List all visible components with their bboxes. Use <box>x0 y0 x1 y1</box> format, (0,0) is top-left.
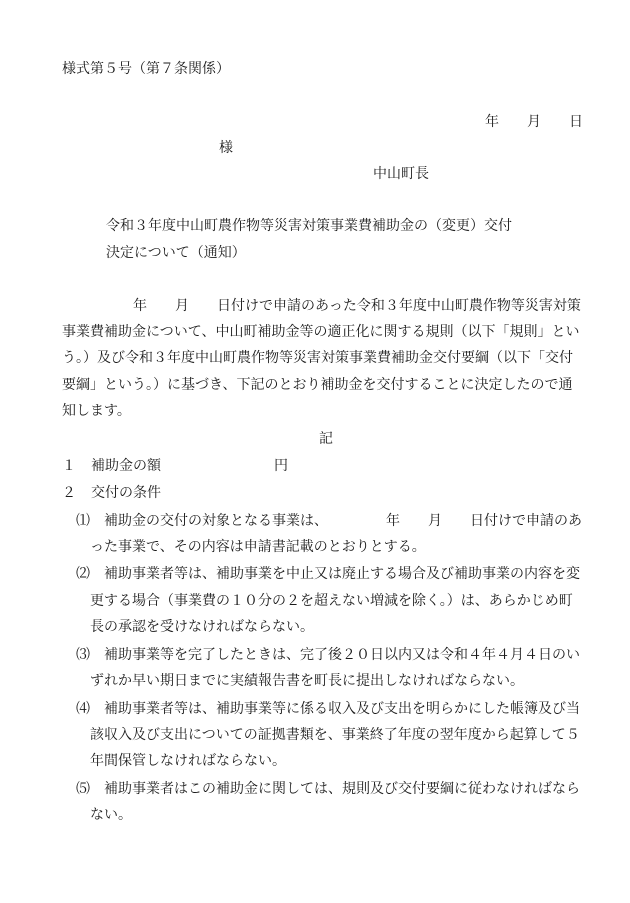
title-line-2: 決定について（通知） <box>106 245 246 261</box>
body-month: 月 <box>175 298 189 314</box>
item-1-label: 補助金の額 <box>91 458 161 474</box>
condition-2-number: ⑵ <box>76 566 90 582</box>
addressee-suffix: 様 <box>219 140 233 156</box>
body-line-5: 知します。 <box>62 403 131 419</box>
body-line-4: 要綱」という。）に基づき、下記のとおり補助金を交付することに決定したので通 <box>62 377 573 393</box>
condition-1-line-1a: 補助金の交付の対象となる事業は、 <box>104 513 328 529</box>
condition-5-line-2: ない。 <box>90 807 132 823</box>
form-number: 様式第５号（第７条関係） <box>62 61 230 77</box>
ki-heading: 記 <box>319 431 333 447</box>
title-line-1: 令和３年度中山町農作物等災害対策事業費補助金の（変更）交付 <box>106 218 512 234</box>
condition-5-line-1: 補助事業者はこの補助金に関しては、規則及び交付要綱に従わなければなら <box>104 781 580 797</box>
condition-3-number: ⑶ <box>76 647 90 663</box>
condition-1-line-2: った事業で、その内容は申請書記載のとおりとする。 <box>90 539 426 555</box>
condition-5-number: ⑸ <box>76 781 90 797</box>
condition-4-number: ⑷ <box>76 701 90 717</box>
sender-name: 中山町長 <box>373 166 429 182</box>
item-1-unit: 円 <box>274 458 288 474</box>
condition-1-line-1b: 日付けで申請のあ <box>470 513 582 529</box>
item-2-label: 交付の条件 <box>91 485 161 501</box>
condition-4-line-3: 年間保管しなければならない。 <box>90 753 286 769</box>
body-year: 年 <box>133 298 147 314</box>
condition-1-number: ⑴ <box>76 513 90 529</box>
condition-1-year: 年 <box>386 513 400 529</box>
body-line-1: 日付けで申請のあった令和３年度中山町農作物等災害対策 <box>217 298 581 314</box>
condition-3-line-1: 補助事業等を完了したときは、完了後２０日以内又は令和４年４月４日のい <box>104 647 580 663</box>
condition-4-line-2: 該収入及び支出についての証拠書類を、事業終了年度の翌年度から起算して５ <box>90 727 580 743</box>
date-month: 月 <box>527 114 541 130</box>
condition-1-month: 月 <box>428 513 442 529</box>
body-line-2: 事業費補助金について、中山町補助金等の適正化に関する規則（以下「規則」とい <box>62 324 580 340</box>
condition-4-line-1: 補助事業者等は、補助事業等に係る収入及び支出を明らかにした帳簿及び当 <box>104 701 580 717</box>
condition-2-line-3: 長の承認を受けなければならない。 <box>90 619 314 635</box>
condition-3-line-2: ずれか早い期日までに実績報告書を町長に提出しなければならない。 <box>90 673 524 689</box>
date-year: 年 <box>485 114 499 130</box>
condition-2-line-2: 更する場合（事業費の１０分の２を超えない増減を除く。）は、あらかじめ町 <box>90 593 573 609</box>
body-line-3: う。）及び令和３年度中山町農作物等災害対策事業費補助金交付要綱（以下「交付 <box>62 350 573 366</box>
item-2-number: ２ <box>62 485 76 501</box>
date-day: 日 <box>569 114 583 130</box>
condition-2-line-1: 補助事業者等は、補助事業を中止又は廃止する場合及び補助事業の内容を変 <box>104 566 580 582</box>
item-1-number: １ <box>62 458 76 474</box>
